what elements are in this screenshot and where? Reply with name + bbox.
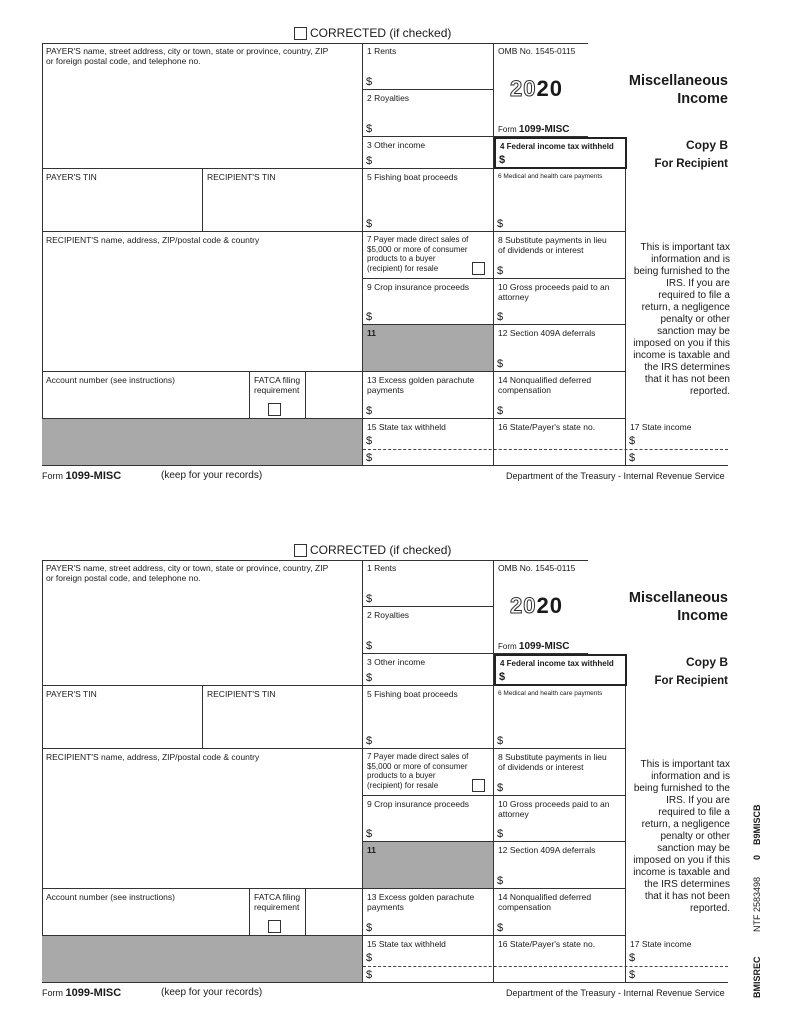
box-9-crop-insurance[interactable]: 9 Crop insurance proceeds $ xyxy=(363,796,494,842)
footer-department: Department of the Treasury - Internal Revenue Service xyxy=(506,988,725,998)
corrected-checkbox-row[interactable] xyxy=(294,26,451,40)
copy-b-label: Copy B xyxy=(686,655,728,669)
omb-number: OMB No. 1545-0115 xyxy=(498,563,576,573)
for-recipient-label: For Recipient xyxy=(654,158,728,170)
recipient-notice: This is important tax information and is being furnished to the IRS. If you are required to file a return, a negligence penalty or other sanction may be imposed on you if this income is taxable and the IRS determines that it has not been reported. xyxy=(633,759,730,914)
payer-name-box[interactable] xyxy=(42,43,363,169)
box-11: 11 xyxy=(363,325,494,372)
box-3-other-income[interactable]: 3 Other income $ xyxy=(363,654,494,686)
corrected-checkbox-row[interactable] xyxy=(294,543,451,557)
box-5-fishing-boat[interactable]: 5 Fishing boat proceeds $ xyxy=(363,169,494,232)
box-1-rents[interactable]: 1 Rents $ xyxy=(363,43,494,90)
fatca-box: FATCA filing requirement xyxy=(250,372,306,419)
side-code-bmisrec: BMISREC xyxy=(752,956,762,998)
corrected-label: CORRECTED (if checked) xyxy=(310,26,452,40)
box-3-other-income[interactable]: 3 Other income $ xyxy=(363,137,494,169)
form-copy-bottom xyxy=(0,517,800,1007)
payer-name-label: PAYER'S name, street address, city or town, state or province, country, ZIP or foreign postal code, and telephone no. xyxy=(46,46,329,66)
recipient-name-box[interactable]: RECIPIENT'S name, address, ZIP/postal code & country xyxy=(42,232,363,372)
fatca-checkbox[interactable] xyxy=(268,403,281,416)
side-code-ntf: NTF 2583498 xyxy=(752,876,762,932)
box-7-checkbox[interactable] xyxy=(472,779,485,792)
box-13-golden-parachute[interactable]: 13 Excess golden parachute payments $ xyxy=(363,372,494,419)
box-15-state-tax[interactable]: 15 State tax withheld $ $ xyxy=(363,936,494,983)
box-6-medical[interactable]: 6 Medical and health care payments $ xyxy=(494,169,626,232)
for-recipient-label: For Recipient xyxy=(654,675,728,687)
shaded-area xyxy=(42,419,363,466)
box-16-state-no[interactable]: 16 State/Payer's state no. xyxy=(494,419,626,466)
shaded-area xyxy=(42,936,363,983)
box-17-state-income[interactable]: 17 State income $ $ xyxy=(626,419,728,466)
account-number-box[interactable]: Account number (see instructions) xyxy=(42,372,250,419)
box-7-direct-sales[interactable]: 7 Payer made direct sales of $5,000 or more of consumer products to a buyer (recipient) for resale xyxy=(363,749,494,796)
side-code-zero: 0 xyxy=(752,854,762,860)
tax-year: 2020 xyxy=(510,76,563,101)
box-4-federal-tax-withheld[interactable]: 4 Federal income tax withheld $ xyxy=(494,137,627,169)
box-14-nonqualified-comp[interactable]: 14 Nonqualified deferred compensation $ xyxy=(494,889,626,936)
account-number-box[interactable]: Account number (see instructions) xyxy=(42,889,250,936)
footer-keep-note: (keep for your records) xyxy=(161,987,263,998)
box-4-federal-tax-withheld[interactable]: 4 Federal income tax withheld $ xyxy=(494,654,627,686)
box-15-state-tax[interactable]: 15 State tax withheld $ $ xyxy=(363,419,494,466)
fatca-box: FATCA filing requirement xyxy=(250,889,306,936)
footer-form-number: Form 1099-MISC xyxy=(42,987,122,999)
payer-name-label: PAYER'S name, street address, city or town, state or province, country, ZIP or foreign postal code, and telephone no. xyxy=(46,563,329,583)
box-2-royalties[interactable]: 2 Royalties $ xyxy=(363,607,494,654)
copy-b-label: Copy B xyxy=(686,138,728,152)
box-17-state-income[interactable]: 17 State income $ $ xyxy=(626,936,728,983)
payer-name-box[interactable] xyxy=(42,560,363,686)
box-10-attorney-proceeds[interactable]: 10 Gross proceeds paid to an attorney $ xyxy=(494,796,626,842)
payer-tin-box[interactable]: PAYER'S TIN xyxy=(42,169,203,232)
footer-department: Department of the Treasury - Internal Revenue Service xyxy=(506,471,725,481)
footer-keep-note: (keep for your records) xyxy=(161,470,263,481)
omb-number: OMB No. 1545-0115 xyxy=(498,46,576,56)
box-9-crop-insurance[interactable]: 9 Crop insurance proceeds $ xyxy=(363,279,494,325)
form-title: Miscellaneous Income xyxy=(628,73,728,107)
footer-form-number: Form 1099-MISC xyxy=(42,470,122,482)
box-5-fishing-boat[interactable]: 5 Fishing boat proceeds $ xyxy=(363,686,494,749)
recipient-name-box[interactable]: RECIPIENT'S name, address, ZIP/postal code & country xyxy=(42,749,363,889)
box-6-medical[interactable]: 6 Medical and health care payments $ xyxy=(494,686,626,749)
form-number-header: Form 1099-MISC xyxy=(498,124,570,135)
box-16-state-no[interactable]: 16 State/Payer's state no. xyxy=(494,936,626,983)
box-12-409a-deferrals[interactable]: 12 Section 409A deferrals $ xyxy=(494,325,626,372)
box-8-substitute-payments[interactable]: 8 Substitute payments in lieu of dividends or interest $ xyxy=(494,749,626,796)
box-7-direct-sales[interactable]: 7 Payer made direct sales of $5,000 or more of consumer products to a buyer (recipient) for resale xyxy=(363,232,494,279)
box-7-checkbox[interactable] xyxy=(472,262,485,275)
fatca-checkbox[interactable] xyxy=(268,920,281,933)
recipient-tin-box[interactable]: RECIPIENT'S TIN xyxy=(203,169,363,232)
box-1-rents[interactable]: 1 Rents $ xyxy=(363,560,494,607)
corrected-checkbox[interactable] xyxy=(294,27,307,40)
form-copy-top xyxy=(0,0,800,490)
corrected-checkbox[interactable] xyxy=(294,544,307,557)
form-title: Miscellaneous Income xyxy=(628,590,728,624)
account-spacer xyxy=(306,372,363,419)
recipient-tin-box[interactable]: RECIPIENT'S TIN xyxy=(203,686,363,749)
payer-tin-box[interactable]: PAYER'S TIN xyxy=(42,686,203,749)
side-code-b9miscb: B9MISCB xyxy=(752,804,762,845)
recipient-notice: This is important tax information and is being furnished to the IRS. If you are required to file a return, a negligence penalty or other sanction may be imposed on you if this income is taxable and the IRS determines that it has not been reported. xyxy=(633,242,730,397)
box-13-golden-parachute[interactable]: 13 Excess golden parachute payments $ xyxy=(363,889,494,936)
box-8-substitute-payments[interactable]: 8 Substitute payments in lieu of dividends or interest $ xyxy=(494,232,626,279)
box-11: 11 xyxy=(363,842,494,889)
box-12-409a-deferrals[interactable]: 12 Section 409A deferrals $ xyxy=(494,842,626,889)
tax-year: 2020 xyxy=(510,593,563,618)
box-14-nonqualified-comp[interactable]: 14 Nonqualified deferred compensation $ xyxy=(494,372,626,419)
form-number-header: Form 1099-MISC xyxy=(498,641,570,652)
box-10-attorney-proceeds[interactable]: 10 Gross proceeds paid to an attorney $ xyxy=(494,279,626,325)
box-2-royalties[interactable]: 2 Royalties $ xyxy=(363,90,494,137)
corrected-label: CORRECTED (if checked) xyxy=(310,543,452,557)
account-spacer xyxy=(306,889,363,936)
